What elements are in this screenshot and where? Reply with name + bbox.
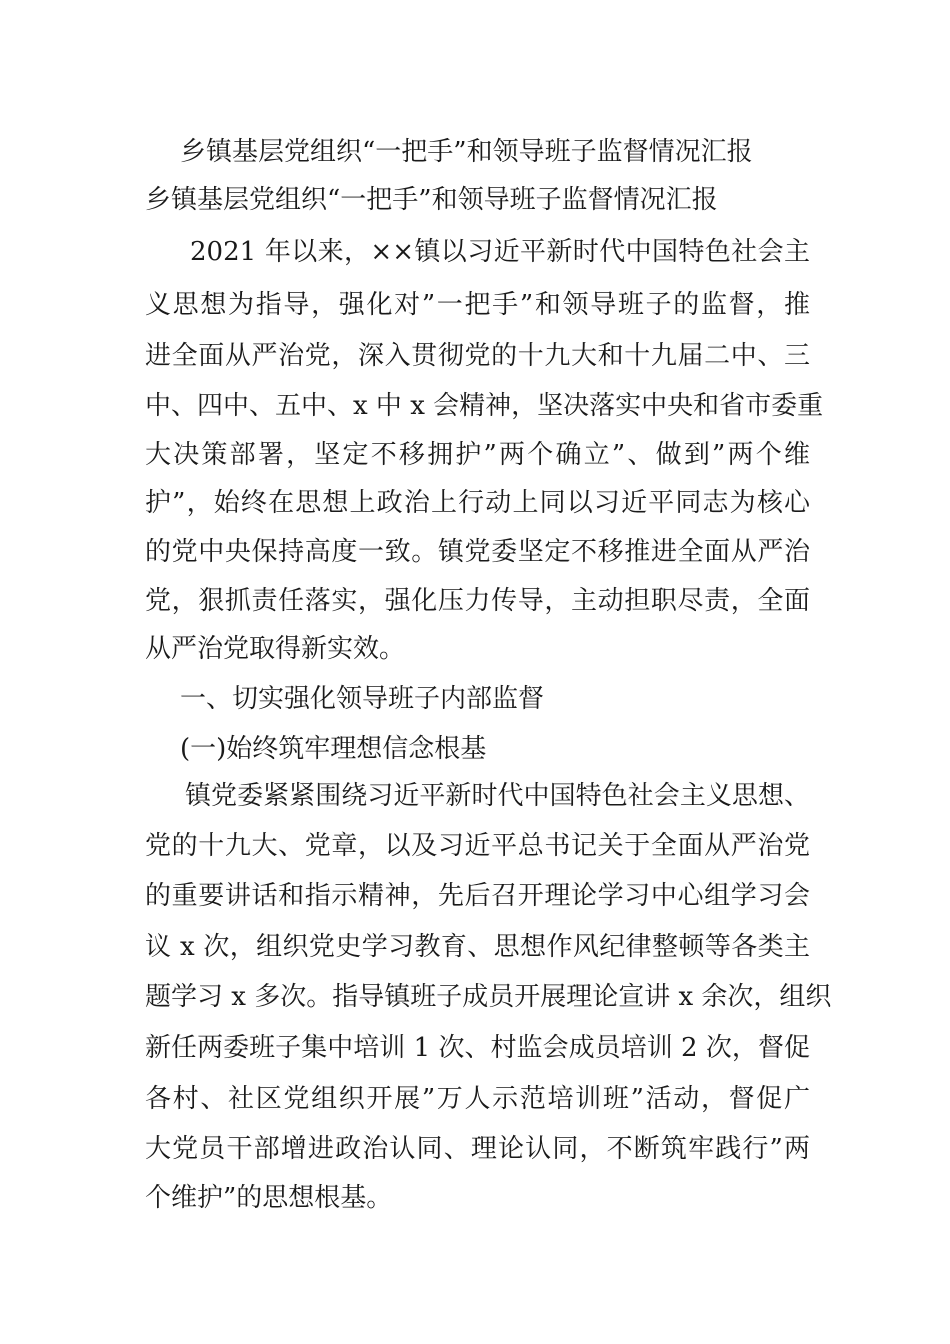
- section-heading: 一、切实强化领导班子内部监督: [180, 684, 545, 714]
- intro-line: 从严治党取得新实效。: [145, 634, 406, 664]
- body-line: 议 x 次，组织党史学习教育、思想作风纪律整顿等各类主: [145, 932, 810, 962]
- body-line: 新任两委班子集中培训 1 次、村监会成员培训 2 次，督促: [145, 1033, 810, 1063]
- intro-line: 中、四中、五中、x 中 x 会精神，坚决落实中央和省市委重: [145, 391, 824, 421]
- intro-line: 党，狠抓责任落实，强化压力传导，主动担职尽责，全面: [145, 586, 810, 616]
- body-line: 大党员干部增进政治认同、理论认同，不断筑牢践行”两: [145, 1134, 810, 1164]
- document-title-repeat: 乡镇基层党组织“一把手”和领导班子监督情况汇报: [145, 185, 718, 215]
- document-title: 乡镇基层党组织“一把手”和领导班子监督情况汇报: [180, 137, 753, 167]
- intro-line: 的党中央保持高度一致。镇党委坚定不移推进全面从严治: [145, 537, 810, 567]
- intro-line: 护”，始终在思想上政治上行动上同以习近平同志为核心: [145, 488, 810, 518]
- body-line: 各村、社区党组织开展”万人示范培训班”活动，督促广: [145, 1084, 810, 1114]
- body-line: 党的十九大、党章，以及习近平总书记关于全面从严治党: [145, 831, 810, 861]
- body-line: 个维护”的思想根基。: [145, 1183, 393, 1213]
- intro-line: 义思想为指导，强化对”一把手”和领导班子的监督，推: [145, 290, 810, 320]
- intro-line: 大决策部署，坚定不移拥护”两个确立”、做到”两个维: [145, 440, 810, 470]
- subsection-heading: (一)始终筑牢理想信念根基: [180, 734, 487, 764]
- intro-line: 进全面从严治党，深入贯彻党的十九大和十九届二中、三: [145, 341, 810, 371]
- intro-line: 2021 年以来，××镇以习近平新时代中国特色社会主: [190, 237, 810, 267]
- body-line: 题学习 x 多次。指导镇班子成员开展理论宣讲 x 余次，组织: [145, 982, 832, 1012]
- body-line: 镇党委紧紧围绕习近平新时代中国特色社会主义思想、: [185, 781, 810, 811]
- body-line: 的重要讲话和指示精神，先后召开理论学习中心组学习会: [145, 881, 810, 911]
